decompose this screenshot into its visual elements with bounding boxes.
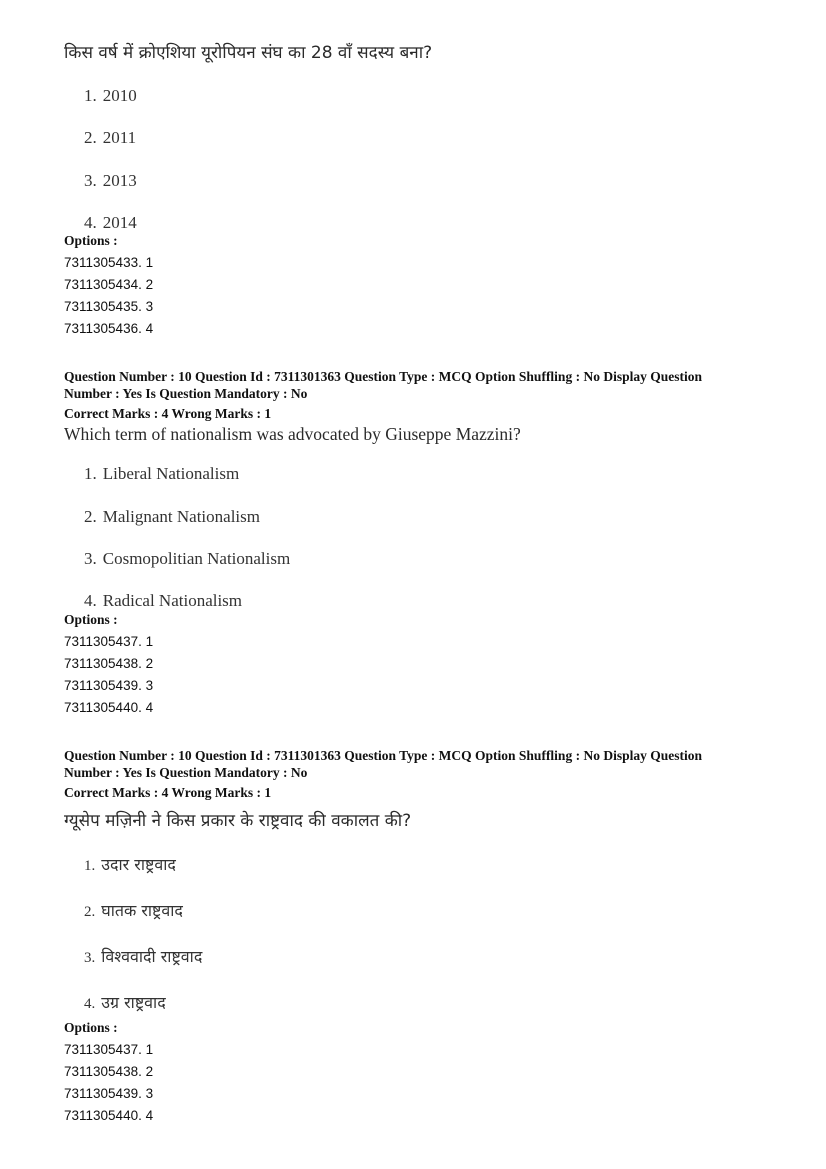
answer-option	[84, 945, 202, 967]
option-id: 7311305434. 2	[64, 277, 154, 292]
option-text: विश्ववादी राष्ट्रवाद	[101, 947, 203, 966]
option-text: Malignant Nationalism	[102, 507, 260, 526]
option-number: 4.	[84, 591, 97, 610]
option-id: 7311305437. 1	[64, 634, 154, 649]
option-text: 2011	[102, 128, 137, 147]
option-number: 2.	[84, 128, 97, 147]
option-number: 2.	[84, 904, 96, 920]
option-text: उदार राष्ट्रवाद	[101, 855, 176, 874]
option-id: 7311305439. 3	[64, 1086, 154, 1101]
answer-option	[84, 86, 137, 106]
option-text: Cosmopolitian Nationalism	[102, 549, 291, 568]
question-text: Which term of nationalism was advocated by Giuseppe Mazzini?	[64, 424, 521, 444]
option-id: 7311305439. 3	[64, 678, 154, 693]
marks-line: Correct Marks : 4 Wrong Marks : 1	[64, 785, 272, 800]
answer-option	[84, 549, 290, 569]
option-number: 4.	[84, 213, 97, 232]
answer-option	[84, 853, 176, 875]
answer-option	[84, 899, 183, 921]
option-id: 7311305437. 1	[64, 1042, 154, 1057]
answer-option	[84, 213, 137, 233]
meta-line: Number : Yes Is Question Mandatory : No	[64, 386, 308, 401]
question-meta	[64, 747, 764, 801]
option-id: 7311305438. 2	[64, 656, 154, 671]
answer-option	[84, 507, 260, 527]
option-text: उग्र राष्ट्रवाद	[101, 993, 166, 1012]
marks-line: Correct Marks : 4 Wrong Marks : 1	[64, 406, 272, 421]
option-text: Liberal Nationalism	[102, 464, 240, 483]
option-number: 2.	[84, 507, 97, 526]
answer-option	[84, 591, 242, 611]
options-label: Options :	[64, 233, 118, 248]
option-number: 1.	[84, 86, 97, 105]
option-number: 3.	[84, 171, 97, 190]
option-id: 7311305440. 4	[64, 1108, 154, 1123]
options-label: Options :	[64, 612, 118, 627]
option-id: 7311305440. 4	[64, 700, 154, 715]
option-id: 7311305435. 3	[64, 299, 154, 314]
option-text: 2014	[102, 213, 137, 232]
answer-option	[84, 171, 137, 191]
option-id: 7311305433. 1	[64, 255, 154, 270]
option-id: 7311305436. 4	[64, 321, 154, 336]
answer-option	[84, 991, 166, 1013]
option-number: 4.	[84, 996, 96, 1012]
meta-line: Question Number : 10 Question Id : 7311301363 Question Type : MCQ Option Shuffling : No Display Question	[64, 748, 702, 763]
option-number: 3.	[84, 950, 96, 966]
options-label: Options :	[64, 1020, 118, 1035]
option-text: Radical Nationalism	[102, 591, 243, 610]
option-text: 2010	[102, 86, 137, 105]
option-number: 1.	[84, 858, 96, 874]
question-text: ग्यूसेप मज़िनी ने किस प्रकार के राष्ट्रवाद की वकालत की?	[64, 811, 412, 831]
option-text: घातक राष्ट्रवाद	[101, 901, 183, 920]
answer-option	[84, 128, 136, 148]
question-text: किस वर्ष में क्रोएशिया यूरोपियन संघ का 28 वाँ सदस्य बना?	[64, 43, 433, 63]
answer-option	[84, 464, 239, 484]
meta-line: Question Number : 10 Question Id : 7311301363 Question Type : MCQ Option Shuffling : No Display Question	[64, 369, 702, 384]
option-text: 2013	[102, 171, 137, 190]
option-id: 7311305438. 2	[64, 1064, 154, 1079]
option-number: 1.	[84, 464, 97, 483]
option-number: 3.	[84, 549, 97, 568]
question-meta	[64, 368, 764, 422]
meta-line: Number : Yes Is Question Mandatory : No	[64, 765, 308, 780]
